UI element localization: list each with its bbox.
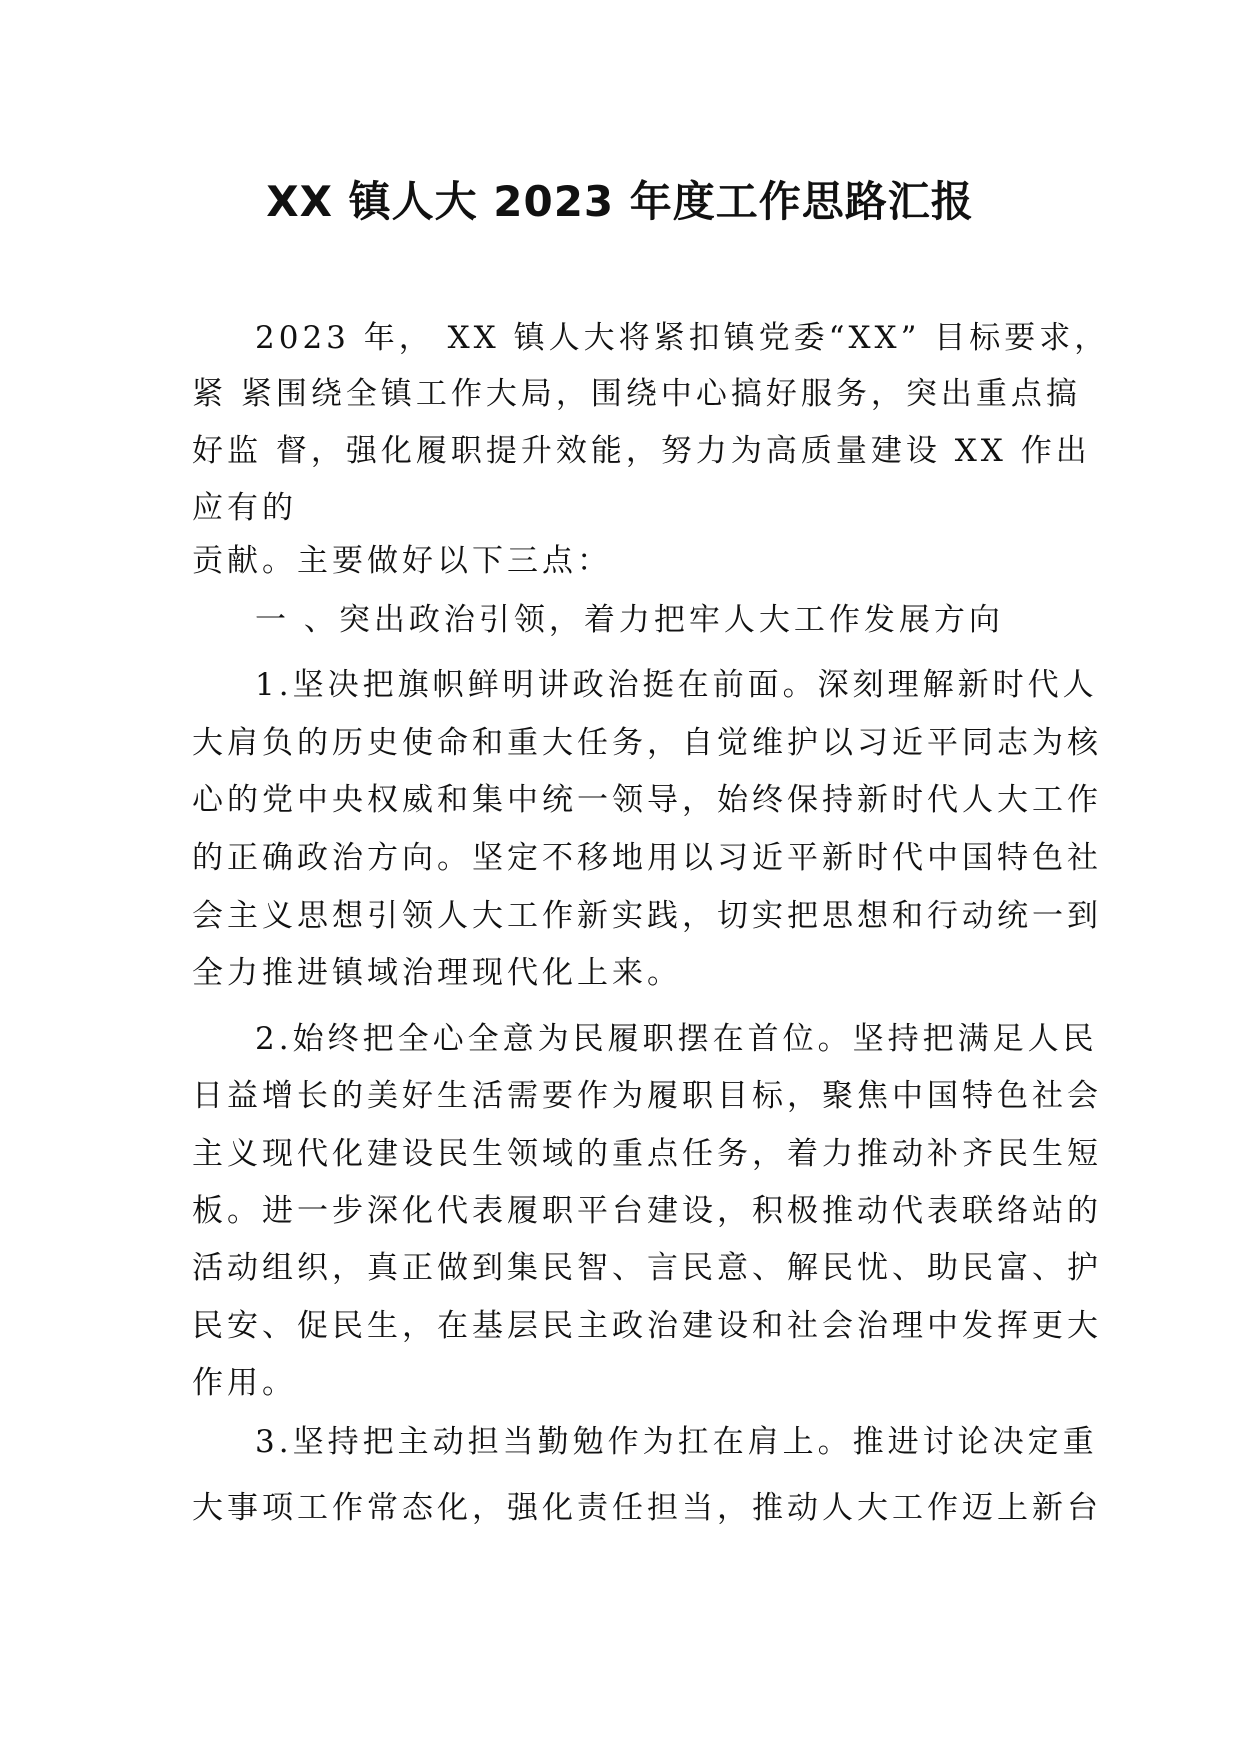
body-line: 2.始终把全心全意为民履职摆在首位。坚持把满足人民: [255, 1021, 1098, 1057]
section-heading: 一 、突出政治引领，着力把牢人大工作发展方向: [255, 602, 1004, 638]
body-line: 1.坚决把旗帜鲜明讲政治挺在前面。深刻理解新时代人: [255, 667, 1098, 703]
body-line: 主义现代化建设民生领域的重点任务，着力推动补齐民生短: [192, 1136, 1102, 1172]
body-line: 民安、促民生，在基层民主政治建设和社会治理中发挥更大: [192, 1308, 1102, 1344]
body-line: 的正确政治方向。坚定不移地用以习近平新时代中国特色社: [192, 840, 1102, 876]
body-line: 心的党中央权威和集中统一领导，始终保持新时代人大工作: [192, 782, 1102, 818]
body-line: 日益增长的美好生活需要作为履职目标，聚焦中国特色社会: [192, 1078, 1102, 1114]
body-line: 2023 年， XX 镇人大将紧扣镇党委“XX” 目标要求，: [255, 320, 1110, 356]
body-line: 活动组织，真正做到集民智、言民意、解民忧、助民富、护: [192, 1250, 1102, 1286]
body-line: 紧 紧围绕全镇工作大局，围绕中心搞好服务，突出重点搞: [192, 376, 1081, 412]
body-line: 好监 督，强化履职提升效能，努力为高质量建设 XX 作出: [192, 433, 1091, 469]
body-line: 板。进一步深化代表履职平台建设，积极推动代表联络站的: [192, 1193, 1102, 1229]
body-line: 3.坚持把主动担当勤勉作为扛在肩上。推进讨论决定重: [255, 1424, 1098, 1460]
body-line: 应有的: [192, 490, 297, 526]
document-title: XX 镇人大 2023 年度工作思路汇报: [266, 177, 974, 226]
body-line: 作用。: [192, 1365, 297, 1401]
body-line: 大事项工作常态化，强化责任担当，推动人大工作迈上新台: [192, 1490, 1102, 1526]
body-line: 会主义思想引领人大工作新实践，切实把思想和行动统一到: [192, 898, 1102, 934]
body-line: 大肩负的历史使命和重大任务，自觉维护以习近平同志为核: [192, 725, 1102, 761]
body-line: 全力推进镇域治理现代化上来。: [192, 955, 682, 991]
body-line: 贡献。主要做好以下三点：: [192, 543, 612, 579]
